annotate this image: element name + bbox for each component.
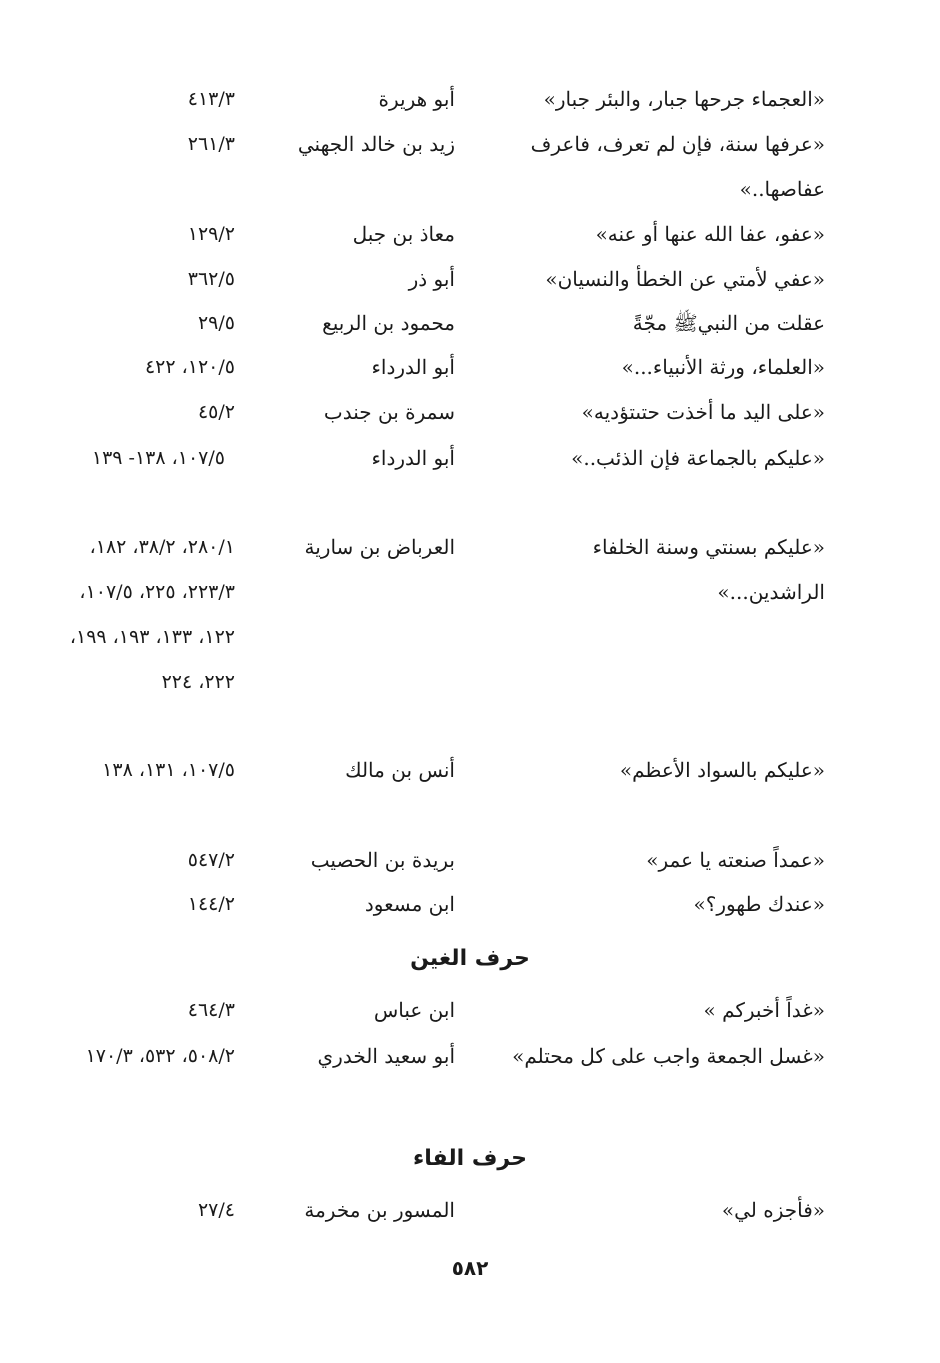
hadith-text: «عفو، عفا الله عنها أو عنه» [595,222,825,246]
page-reference: ٢٩/٥ [197,312,235,334]
index-entry [60,345,840,385]
page-reference: ٣٦٢/٥ [187,268,235,290]
page-number: ٥٨٢ [451,1256,489,1280]
index-entry [60,748,840,788]
narrator-name: العرباض بن سارية [304,535,455,559]
index-entry [60,1188,840,1228]
index-entry [60,988,840,1028]
page-reference: ٢٧/٤ [197,1199,235,1221]
page-reference: ١٠٧/٥، ١٣١، ١٣٨ [102,759,235,781]
narrator-name: أبو ذر [408,267,455,291]
hadith-text: «غداً أخبركم » [703,998,825,1022]
index-entry [60,301,840,341]
narrator-name: بريدة بن الحصيب [310,848,455,872]
hadith-text: «عندك طهور؟» [693,892,825,916]
narrator-name: أنس بن مالك [345,758,455,782]
hadith-text: «العلماء، ورثة الأنبياء...» [621,355,825,379]
page-reference: ٤٥/٢ [197,401,235,423]
hadith-text: «عليكم بسنتي وسنة الخلفاء الراشدين...» [592,535,825,604]
index-entry [60,212,840,252]
index-entry [60,436,840,476]
section-heading-ghain: حرف الغين [410,946,530,971]
hadith-text: «غسل الجمعة واجب على كل محتلم» [512,1044,825,1068]
page-reference: ٥٠٨/٢، ٥٣٢، ١٧٠/٣ [85,1045,235,1067]
page-reference: ١٢٩/٢ [187,223,235,245]
page-reference: ٤١٣/٣ [187,88,235,110]
page-reference: ٢٦١/٣ [187,133,235,155]
narrator-name: ابن عباس [373,998,455,1022]
page-reference: ٥٤٧/٢ [187,849,235,871]
narrator-name: زيد بن خالد الجهني [297,132,455,156]
index-entry [60,390,840,430]
page-reference: ٤٦٤/٣ [187,999,235,1021]
narrator-name: أبو الدرداء [371,355,455,379]
page-reference: ١٤٤/٢ [187,893,235,915]
narrator-name: سمرة بن جندب [323,400,455,424]
hadith-text: «فأجزه لي» [721,1198,825,1222]
hadith-text: «عليكم بالجماعة فإن الذئب..» [571,446,825,470]
narrator-name: المسور بن مخرمة [304,1198,455,1222]
index-entry [60,77,840,117]
index-entry [60,1034,840,1074]
narrator-name: أبو هريرة [378,87,455,111]
hadith-text: «العجماء جرحها جبار، والبئر جبار» [543,87,825,111]
narrator-name: أبو سعيد الخدري [317,1044,455,1068]
page-reference: ١٢٠/٥، ٤٢٢ [144,356,235,378]
narrator-name: معاذ بن جبل [352,222,455,246]
hadith-text: «عفي لأمتي عن الخطأ والنسيان» [545,267,825,291]
hadith-text: «على اليد ما أخذت حتىتؤديه» [581,400,825,424]
hadith-text: «عليكم بالسواد الأعظم» [619,758,825,782]
index-entry [60,257,840,297]
narrator-name: أبو الدرداء [371,446,455,470]
section-heading-fa: حرف الفاء [413,1146,527,1171]
hadith-text: عقلت من النبيﷺ مجّةً [632,311,825,335]
index-entry [60,838,840,878]
hadith-text: «عرفها سنة، فإن لم تعرف، فاعرف عفاصها..» [530,132,825,201]
hadith-text: «عمداً صنعته يا عمر» [646,848,825,872]
narrator-name: ابن مسعود [364,892,455,916]
index-entry [60,525,840,693]
narrator-name: محمود بن الربيع [322,311,455,335]
page-reference: ٢٨٠/١، ٣٨/٢، ١٨٢، ٢٢٣/٣، ٢٢٥، ١٠٧/٥، ١٢٢، ١٣٣، ١٩٣، ١٩٩، ٢٢٢، ٢٢٤ [69,536,235,693]
index-entry [60,882,840,922]
page-reference: ١٠٧/٥، ١٣٨- ١٣٩ [91,447,225,469]
index-entry [60,122,840,201]
